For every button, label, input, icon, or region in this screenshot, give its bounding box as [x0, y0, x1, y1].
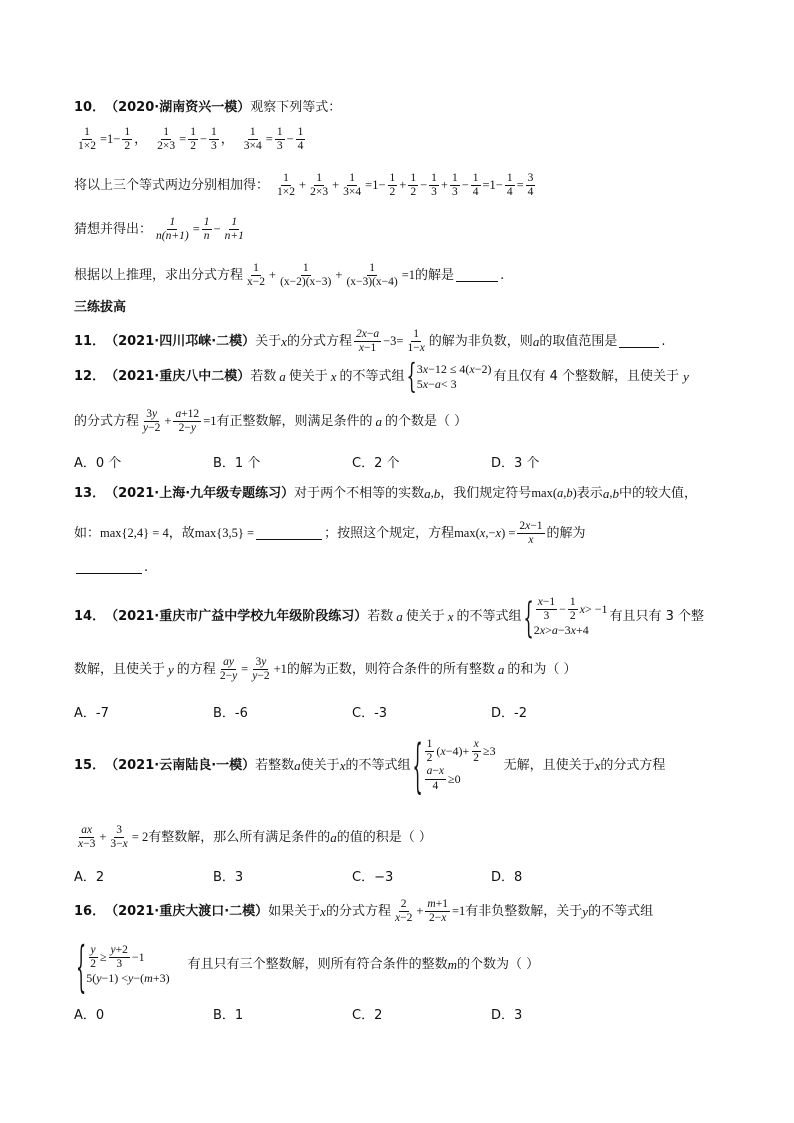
choice-b[interactable]: B．-6: [213, 706, 248, 721]
choice-c[interactable]: C．2: [352, 1008, 383, 1023]
q14-choices: [74, 702, 634, 721]
q16-choices: [74, 1004, 634, 1023]
q12-line1: 12． （2021·重庆八中二模） 若数 a 使关于 x 的不等式组 { 3 x −12 ≤ 4( x −2) 5 x − a < 3 有且仅有 4 个整数解，且使关于 y: [74, 356, 689, 397]
q15-line1: 15． （2021·云南陆良·一模） 若整数 a 使关于 x 的不等式组 { $\frac{1}{2}$ ( x −4)+ $\frac{x}{2}$ ≥3 $\frac{a-x}{4}$ ≥0 无解，且使关于 x 的分式方程: [74, 730, 666, 800]
q13-line2: 如： max{2,4} = 4 ，故 max{3,5} = ；按照这个规定，方程 max(x,−x) = $\frac{2x-1}{x}$ 的解为: [74, 520, 586, 547]
choice-d[interactable]: D．8: [491, 870, 523, 885]
choice-c[interactable]: C．−3: [352, 870, 394, 885]
choice-c[interactable]: C．2 个: [352, 456, 400, 471]
choice-b[interactable]: B．1: [213, 1008, 244, 1023]
q10-guess-line: 猜想并得出： $\frac{1}{n(n+1)}$ = $\frac{1}{n}$ − $\frac{1}{n+1}$: [74, 216, 244, 243]
q10-header: [74, 100, 341, 116]
q10-ask-line: 根据以上推理，求出分式方程 $\frac{1}{x-2}$ + $\frac{1}{(x-2)(x-3)}$ + $\frac{1}{(x-3)(x-4)}$ =1 的解是 .: [74, 262, 505, 289]
answer-blank: [256, 527, 322, 540]
q10-sum-line: 将以上三个等式两边分别相加得： $\frac{1}{1\times 2}$ + $\frac{1}{2\times 3}$ + $\frac{1}{3\times 4}$ =1− $\frac{1}{2}$ + $\frac{1}{2}$ − $\frac{1}{3}$ + $\frac{1}{3}$ − $\frac{1}{4}$ =1− $\frac{1}{4}$ = $\frac{3}{4}$: [74, 172, 534, 199]
inequality-system: { $\frac{x-1}{3}$ − $\frac{1}{2}$ x > −1 2 x > a −3 x +4: [523, 592, 608, 642]
q13-line3: .: [74, 560, 148, 576]
answer-blank: [76, 561, 142, 574]
choice-c[interactable]: C．-3: [352, 706, 388, 721]
q12-choices: [74, 452, 634, 471]
answer-blank: [619, 335, 659, 348]
q15-choices: [74, 866, 634, 885]
q14-line1: 14． （2021·重庆市广益中学校九年级阶段练习） 若数 a 使关于 x 的不等式组 { $\frac{x-1}{3}$ − $\frac{1}{2}$ x > −1 2 x > a −3 x +4 有且只有 3 个整: [74, 592, 705, 642]
section-heading: 三练拔高: [74, 300, 127, 315]
choice-d[interactable]: D．-2: [491, 706, 527, 721]
inequality-system: { 3 x −12 ≤ 4( x −2) 5 x − a < 3: [406, 356, 492, 397]
question-source: （2020·湖南资兴一模）: [105, 100, 251, 115]
q13-line1: 13． （2021·上海·九年级专题练习） 对于两个不相等的实数 a , b ，我们规定符号 max(a,b) 表示 a , b 中的较大值，: [74, 486, 697, 501]
choice-a[interactable]: A．2: [74, 870, 105, 885]
choice-b[interactable]: B．3: [213, 870, 244, 885]
q12-line2: 的分式方程 $\frac{3y}{y-2}$ + $\frac{a+12}{2-y}$ =1 有正整数解，则满足条件的 a 的个数是（ ）: [74, 408, 468, 435]
choice-b[interactable]: B．1 个: [213, 456, 261, 471]
inequality-system: { $\frac{1}{2}$ ( x −4)+ $\frac{x}{2}$ ≥3 $\frac{a-x}{4}$ ≥0: [412, 730, 496, 800]
choice-d[interactable]: D．3 个: [491, 456, 540, 471]
q15-line2: $\frac{ax}{x-3}$ + $\frac{3}{3-x}$ = 2 有整数解，那么所有满足条件的 a 的值的积是（ ）: [78, 824, 432, 851]
question-stem: 观察下列等式：: [250, 100, 342, 115]
q10-examples: $\frac{1}{1\times 2}$ =1− $\frac{1}{2}$ ， $\frac{1}{2\times 3}$ = $\frac{1}{2}$ − $\frac{1}{3}$ ， $\frac{1}{3\times 4}$ = $\frac{1}{3}$ − $\frac{1}{4}$: [78, 126, 304, 153]
choice-a[interactable]: A．0 个: [74, 456, 122, 471]
q14-line2: 数解，且使关于 y 的方程 $\frac{ay}{2-y}$ = $\frac{3y}{y-2}$ +1 的解为正数，则符合条件的所有整数 a 的和为（ ）: [74, 656, 577, 683]
q16-line2: { $\frac{y}{2}$ ≥ $\frac{y+2}{3}$ −1 5( y −1) < y −( m +3) 有且只有三个整数解，则所有符合条件的整数 m 的个数为（ ）: [76, 932, 540, 998]
choice-a[interactable]: A．0: [74, 1008, 105, 1023]
choice-d[interactable]: D．3: [491, 1008, 523, 1023]
choice-a[interactable]: A．-7: [74, 706, 109, 721]
inequality-system: { $\frac{y}{2}$ ≥ $\frac{y+2}{3}$ −1 5( y −1) < y −( m +3): [76, 932, 170, 998]
question-number: 10．: [74, 100, 106, 115]
q16-line1: 16． （2021·重庆大渡口·二模） 如果关于 x 的分式方程 $\frac{2}{x-2}$ + $\frac{m+1}{2-x}$ =1 有非负整数解，关于 y 的不等式组: [74, 898, 654, 925]
fraction: $\frac{1}{1\times 2}$: [78, 126, 96, 153]
q11-line: 11． （2021·四川邛崃·二模） 关于 x 的分式方程 $\frac{2x-a}{x-1}$ −3= $\frac{1}{1-x}$ 的解为非负数，则 a 的取值范围是 .: [74, 328, 666, 355]
answer-blank: [456, 269, 498, 282]
